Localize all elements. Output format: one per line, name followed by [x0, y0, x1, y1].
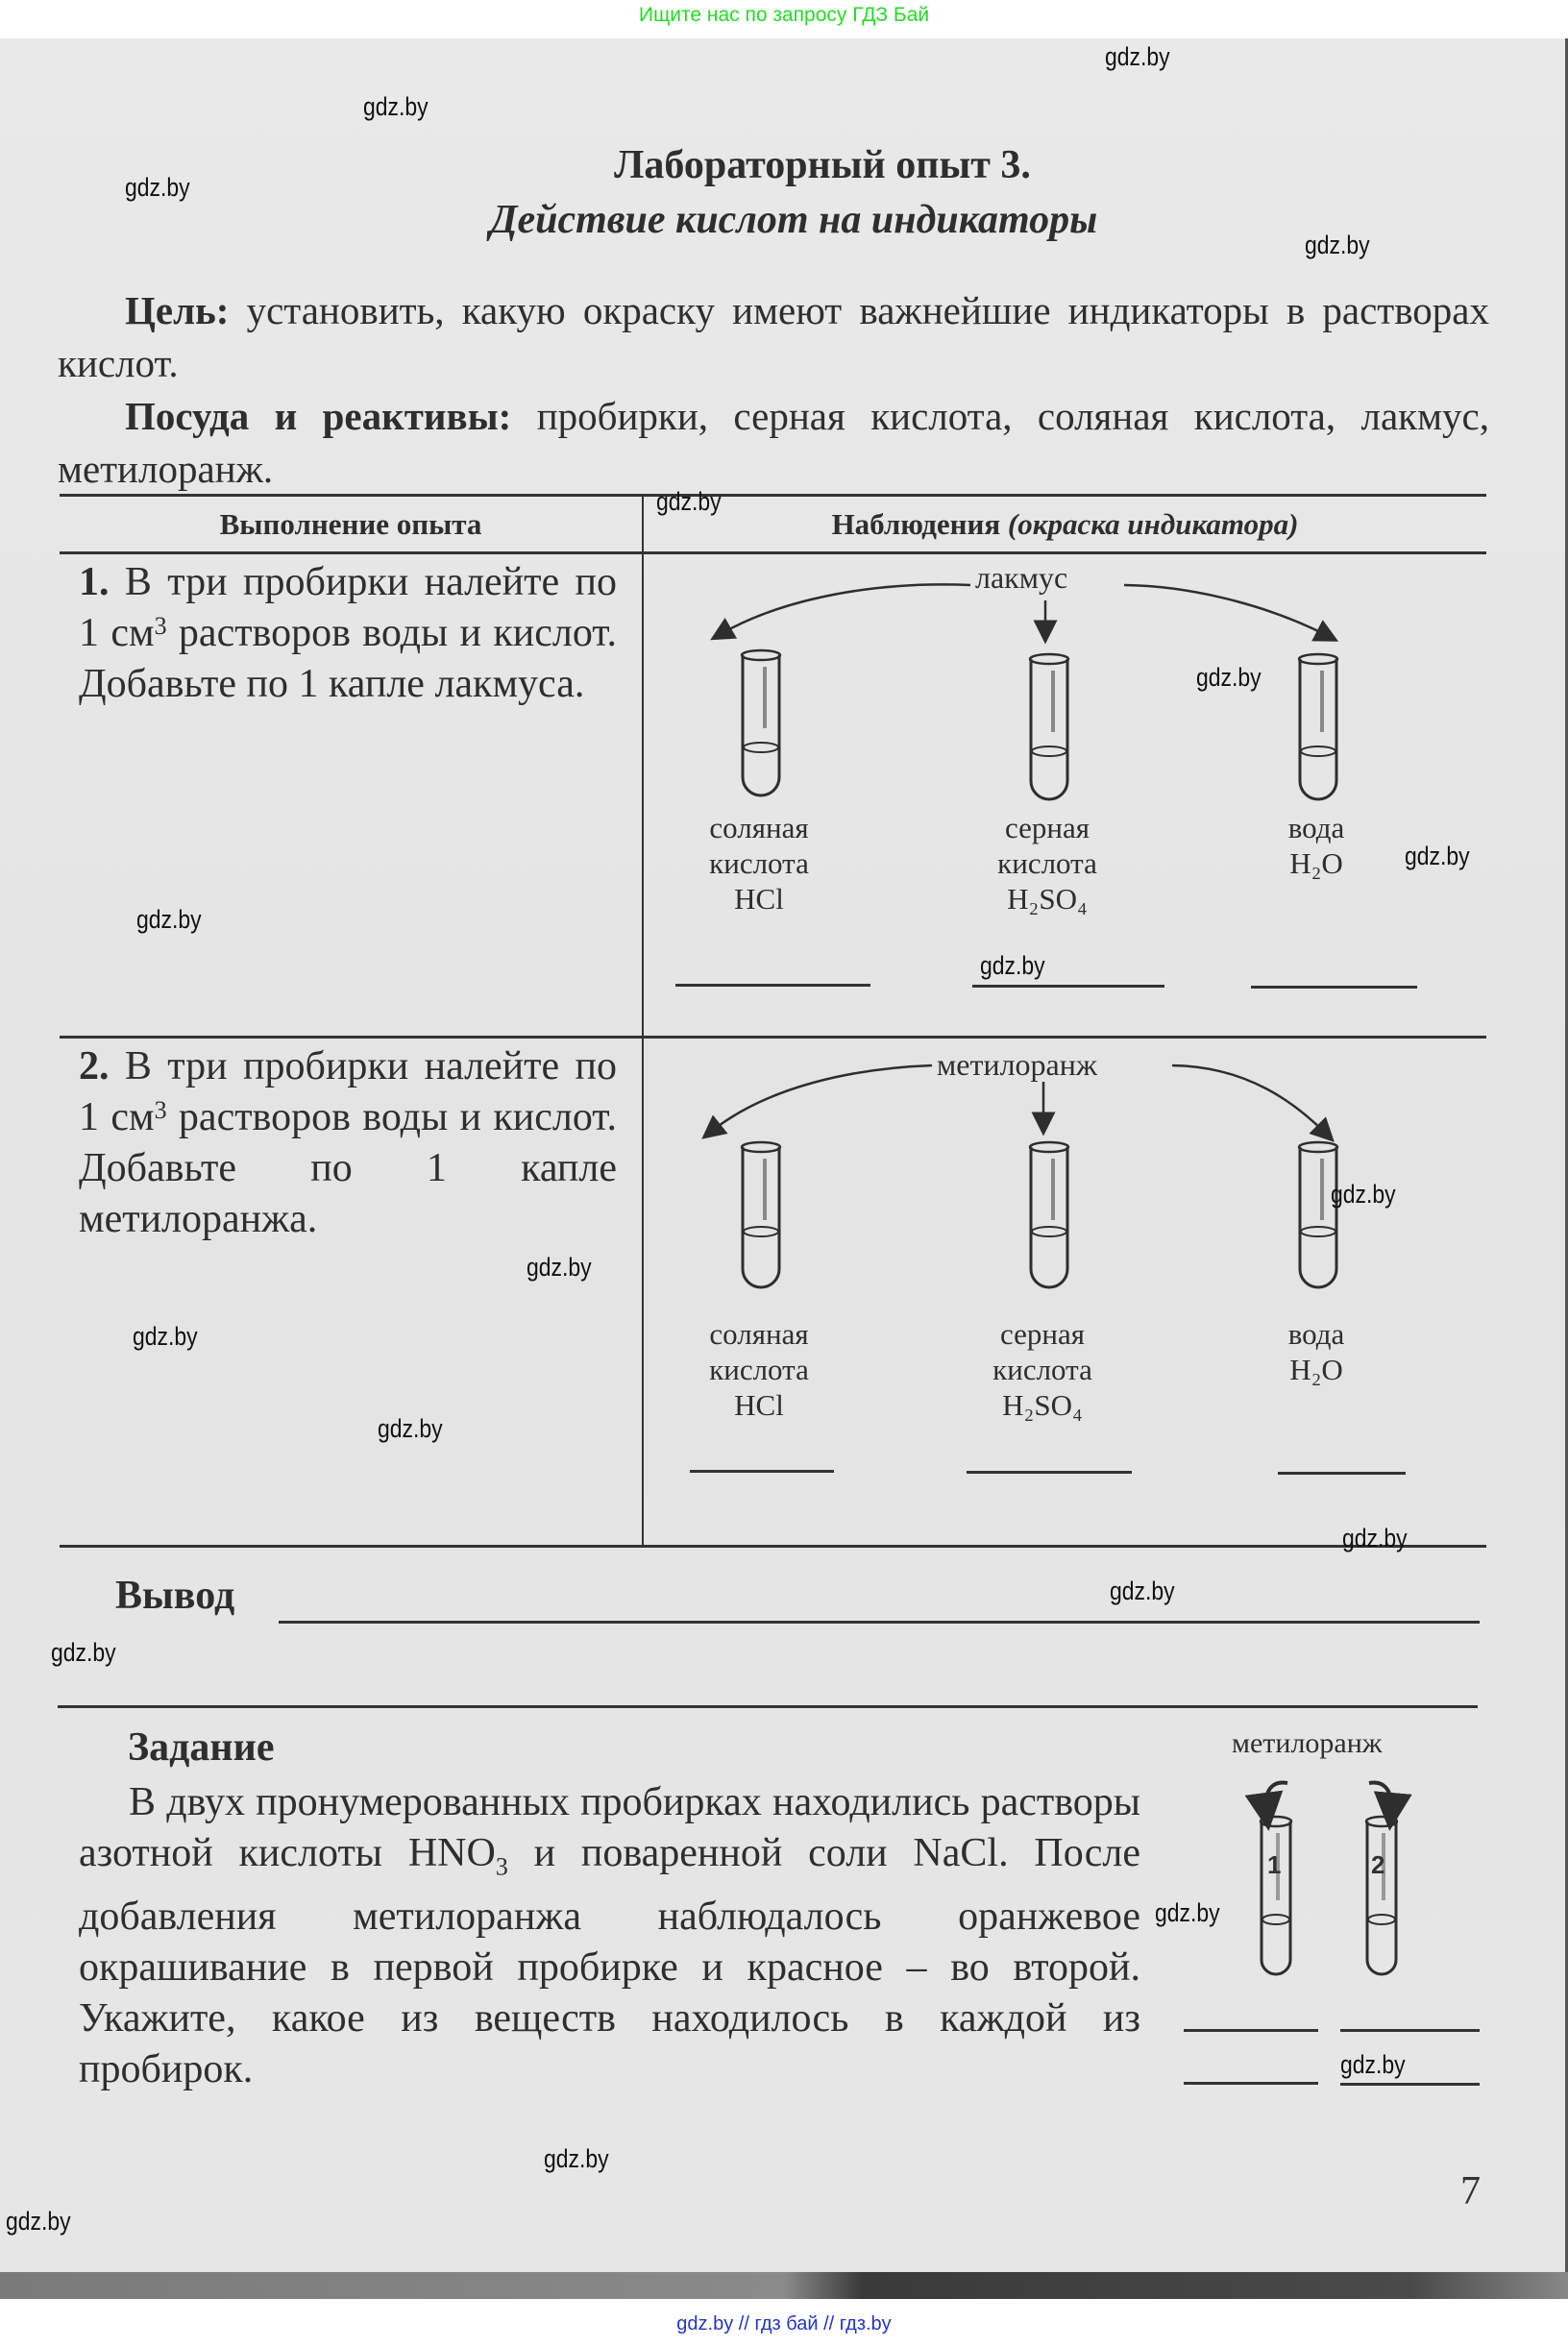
task-answer-tube-1[interactable] — [1184, 2029, 1318, 2032]
row-2-tube-water-icon — [1297, 1141, 1339, 1291]
page-number: 7 — [1460, 2169, 1481, 2213]
label-formula: H₂O — [1289, 846, 1343, 880]
row-1-answer-h2so4[interactable] — [972, 985, 1164, 988]
search-banner: Ищите нас по запросу ГДЗ Бай — [638, 4, 930, 26]
equipment-text: пробирки, серная кислота, соляная кислота, лакмус, метилоранж. — [58, 394, 1489, 491]
conclusion-answer-line-2[interactable] — [58, 1705, 1478, 1708]
lab-title: Лабораторный опыт 3. — [614, 143, 1031, 187]
watermark: gdz.by — [1110, 1577, 1175, 1605]
watermark: gdz.by — [136, 905, 202, 934]
watermark: gdz.by — [1105, 42, 1170, 71]
row-2-tube-h2so4-icon — [1028, 1141, 1070, 1291]
task-answer-tube-1-line-2[interactable] — [1184, 2082, 1318, 2085]
goal-paragraph — [58, 284, 1489, 390]
lab-subtitle: Действие кислот на индикаторы — [489, 198, 1098, 242]
label-line2: кислота — [992, 1353, 1092, 1386]
watermark: gdz.by — [133, 1322, 198, 1351]
row-2-indicator-label: метилоранж — [937, 1047, 1097, 1082]
goal-label: Цель: — [125, 288, 230, 332]
label-line1: серная — [1004, 811, 1090, 844]
step-1-text-b: растворов воды и кислот. Добавьте по 1 капле лакмуса. — [79, 611, 617, 706]
row-1-indicator-label: лакмус — [975, 560, 1068, 595]
step-2-text-a: В три пробирки налейте по 1 см — [79, 1044, 618, 1139]
table-top-border — [60, 494, 1486, 497]
row-1-tube-water-icon — [1297, 653, 1339, 803]
step-2-text — [79, 1041, 617, 1245]
footer-links: gdz.by // гдз бай // гдз.by — [676, 2313, 892, 2335]
row-1-tube-hcl-icon — [740, 649, 782, 799]
watermark: gdz.by — [544, 2144, 609, 2173]
header-observation-note: (окраска индикатора) — [1007, 507, 1299, 541]
watermark: gdz.by — [1405, 842, 1470, 870]
header-procedure: Выполнение опыта — [219, 507, 482, 541]
step-1-text — [79, 557, 617, 710]
watermark: gdz.by — [363, 92, 429, 121]
step-1-number: 1. — [79, 560, 110, 604]
step-2-sup: 3 — [154, 1096, 167, 1124]
row-1-answer-hcl[interactable] — [675, 984, 870, 987]
row-1-label-hcl — [673, 810, 845, 917]
task-text-b: и поваренной соли NaCl. После добавления метилоранжа наблюдалось оранжевое окрашивание в первой пробирке и красное – во второй. Укажите, какое из веществ находилось в каждой из пробирок. — [79, 1831, 1140, 2092]
equipment-paragraph — [58, 390, 1489, 496]
task-label: Задание — [128, 1725, 275, 1770]
header-observation — [644, 507, 1486, 542]
watermark: gdz.by — [980, 951, 1045, 980]
label-formula: HCl — [734, 1388, 784, 1422]
page-bottom-edge — [0, 2272, 1568, 2299]
label-line2: кислота — [709, 846, 809, 880]
goal-text: установить, какую окраску имеют важнейшие индикаторы в растворах кислот. — [58, 288, 1490, 385]
header-observation-label: Наблюдения — [831, 507, 1001, 541]
row-2-arrows — [644, 1028, 1568, 1566]
row-2-label-water — [1239, 1316, 1393, 1387]
watermark: gdz.by — [1331, 1180, 1396, 1209]
watermark: gdz.by — [1342, 1524, 1408, 1552]
watermark: gdz.by — [656, 487, 722, 516]
label-line2: кислота — [709, 1353, 809, 1386]
label-formula: H₂SO₄ — [1007, 882, 1088, 916]
task-text — [79, 1777, 1140, 2095]
watermark: gdz.by — [51, 1638, 116, 1667]
label-line1: соляная — [709, 1317, 809, 1351]
watermark: gdz.by — [1340, 2050, 1406, 2079]
row-2-answer-h2so4[interactable] — [967, 1471, 1132, 1474]
row-1-arrows — [644, 538, 1568, 1038]
watermark: gdz.by — [125, 173, 190, 202]
task-tube-1-icon — [1259, 1816, 1293, 1979]
label-formula: H₂O — [1289, 1353, 1343, 1386]
conclusion-answer-line-1[interactable] — [279, 1621, 1480, 1624]
watermark: gdz.by — [6, 2207, 71, 2236]
label-formula: HCl — [734, 882, 784, 916]
task-indicator-label: метилоранж — [1232, 1727, 1383, 1759]
label-line2: кислота — [997, 846, 1097, 880]
row-2-label-h2so4 — [956, 1316, 1129, 1423]
row-1-answer-water[interactable] — [1251, 986, 1417, 989]
label-line1: соляная — [709, 811, 809, 844]
task-text-a: В двух пронумерованных пробирках находились растворы азотной кислоты HNO — [79, 1780, 1140, 1875]
task-sub: 3 — [495, 1852, 508, 1881]
watermark: gdz.by — [527, 1253, 592, 1282]
task-tube-2-icon — [1364, 1816, 1399, 1979]
row-1-label-h2so4 — [961, 810, 1134, 917]
row-2-label-hcl — [673, 1316, 845, 1423]
row-2-answer-water[interactable] — [1278, 1472, 1406, 1475]
task-answer-tube-2[interactable] — [1340, 2029, 1480, 2032]
label-line1: вода — [1287, 811, 1345, 844]
step-2-number: 2. — [79, 1044, 110, 1088]
watermark: gdz.by — [1155, 1898, 1220, 1927]
conclusion-label: Вывод — [115, 1574, 235, 1618]
equipment-label: Посуда и реактивы: — [125, 394, 512, 438]
watermark: gdz.by — [378, 1414, 443, 1443]
row-2-tube-hcl-icon — [740, 1141, 782, 1291]
label-line1: вода — [1287, 1317, 1345, 1351]
step-1-text-a: В три пробирки налейте по 1 см — [79, 560, 618, 655]
row-1-tube-h2so4-icon — [1028, 653, 1070, 803]
task-tube-1-label: 1 — [1267, 1850, 1282, 1879]
watermark: gdz.by — [1196, 663, 1262, 692]
row-1-label-water — [1239, 810, 1393, 881]
row-2-answer-hcl[interactable] — [690, 1470, 834, 1473]
label-formula: H₂SO₄ — [1002, 1388, 1083, 1422]
label-line1: серная — [999, 1317, 1085, 1351]
task-tube-2-label: 2 — [1371, 1850, 1385, 1879]
watermark: gdz.by — [1305, 231, 1370, 259]
step-2-text-b: растворов воды и кислот. Добавьте по 1 капле метилоранжа. — [79, 1095, 617, 1241]
task-answer-tube-2-line-2[interactable] — [1340, 2083, 1480, 2086]
step-1-sup: 3 — [154, 612, 167, 640]
